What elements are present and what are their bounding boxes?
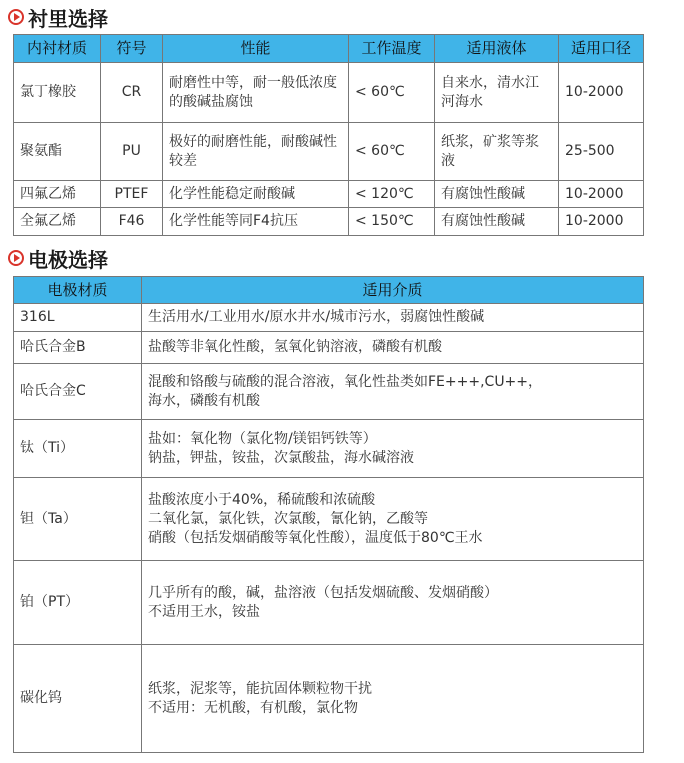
table-row — [14, 420, 644, 478]
cell-temperature: < 150℃ — [349, 208, 435, 236]
table-row — [14, 561, 644, 645]
cell-liquid: 自来水，清水江河海水 — [435, 63, 559, 123]
medium-line: 纸浆，泥浆等，能抗固体颗粒物干扰 — [148, 680, 372, 697]
cell-symbol: CR — [101, 63, 163, 123]
table-row — [14, 208, 644, 236]
cell-electrode-material: 哈氏合金C — [14, 364, 142, 420]
medium-line: 硝酸（包括发烟硝酸等氧化性酸），温度低于80℃王水 — [148, 529, 483, 546]
medium-line: 二氧化氯，氯化铁，次氯酸，氰化钠，乙酸等 — [148, 510, 428, 527]
header-electrode-material: 电极材质 — [14, 277, 142, 304]
cell-symbol: PU — [101, 123, 163, 181]
cell-material: 全氟乙烯 — [14, 208, 101, 236]
cell-material: 四氟乙烯 — [14, 181, 101, 208]
medium-line: 海水，磷酸有机酸 — [148, 392, 260, 409]
cell-symbol: F46 — [101, 208, 163, 236]
cell-medium — [142, 478, 644, 561]
header-material: 内衬材质 — [14, 35, 101, 63]
header-caliber: 适用口径 — [559, 35, 644, 63]
table-row — [14, 364, 644, 420]
cell-medium — [142, 645, 644, 753]
cell-electrode-material: 哈氏合金B — [14, 332, 142, 364]
cell-temperature: < 60℃ — [349, 123, 435, 181]
medium-line: 不适用：无机酸，有机酸，氯化物 — [148, 699, 358, 716]
electrode-table — [13, 276, 644, 753]
cell-performance: 极好的耐磨性能，耐酸碱性较差 — [163, 123, 349, 181]
cell-caliber: 10-2000 — [559, 63, 644, 123]
lining-title: 衬里选择 — [28, 6, 108, 31]
electrode-section-title — [8, 245, 108, 271]
table-row — [14, 63, 644, 123]
cell-liquid: 纸浆，矿浆等浆液 — [435, 123, 559, 181]
cell-liquid: 有腐蚀性酸碱 — [435, 208, 559, 236]
cell-caliber: 10-2000 — [559, 208, 644, 236]
cell-electrode-material: 铂（PT） — [14, 561, 142, 645]
cell-material: 聚氨酯 — [14, 123, 101, 181]
medium-line: 混酸和铬酸与硫酸的混合溶液，氧化性盐类如FE+++,CU++， — [148, 373, 543, 390]
table-row — [14, 304, 644, 332]
lining-section-title — [8, 4, 108, 30]
cell-performance: 耐磨性中等，耐一般低浓度的酸碱盐腐蚀 — [163, 63, 349, 123]
cell-performance: 化学性能稳定耐酸碱 — [163, 181, 349, 208]
header-medium: 适用介质 — [142, 277, 644, 304]
header-temperature: 工作温度 — [349, 35, 435, 63]
table-row — [14, 332, 644, 364]
arrow-right-icon — [8, 250, 24, 266]
lining-table — [13, 34, 644, 236]
header-liquid: 适用液体 — [435, 35, 559, 63]
cell-electrode-material: 碳化钨 — [14, 645, 142, 753]
cell-symbol: PTEF — [101, 181, 163, 208]
medium-line: 盐如：氧化物（氯化物/镁铝钙铁等） — [148, 430, 377, 447]
medium-line: 不适用王水，铵盐 — [148, 603, 260, 620]
lining-header-row — [14, 35, 644, 63]
electrode-title: 电极选择 — [28, 247, 108, 272]
medium-line: 盐酸等非氧化性酸，氢氧化钠溶液，磷酸有机酸 — [148, 339, 442, 355]
table-row — [14, 181, 644, 208]
header-performance: 性能 — [163, 35, 349, 63]
header-symbol: 符号 — [101, 35, 163, 63]
cell-performance: 化学性能等同F4抗压 — [163, 208, 349, 236]
cell-medium — [142, 420, 644, 478]
cell-medium — [142, 561, 644, 645]
cell-electrode-material: 316L — [14, 304, 142, 332]
cell-medium — [142, 332, 644, 364]
table-row — [14, 478, 644, 561]
cell-medium — [142, 304, 644, 332]
electrode-header-row — [14, 277, 644, 304]
table-row — [14, 645, 644, 753]
cell-liquid: 有腐蚀性酸碱 — [435, 181, 559, 208]
medium-line: 生活用水/工业用水/原水井水/城市污水，弱腐蚀性酸碱 — [148, 309, 485, 325]
table-row — [14, 123, 644, 181]
cell-temperature: < 60℃ — [349, 63, 435, 123]
medium-line: 几乎所有的酸，碱，盐溶液（包括发烟硫酸、发烟硝酸） — [148, 584, 498, 601]
cell-caliber: 10-2000 — [559, 181, 644, 208]
arrow-right-icon — [8, 9, 24, 25]
cell-temperature: < 120℃ — [349, 181, 435, 208]
cell-caliber: 25-500 — [559, 123, 644, 181]
cell-material: 氯丁橡胶 — [14, 63, 101, 123]
medium-line: 钠盐，钾盐，铵盐，次氯酸盐，海水碱溶液 — [148, 449, 414, 466]
cell-electrode-material: 钛（Ti） — [14, 420, 142, 478]
cell-electrode-material: 钽（Ta） — [14, 478, 142, 561]
medium-line: 盐酸浓度小于40%，稀硫酸和浓硫酸 — [148, 491, 376, 508]
cell-medium — [142, 364, 644, 420]
